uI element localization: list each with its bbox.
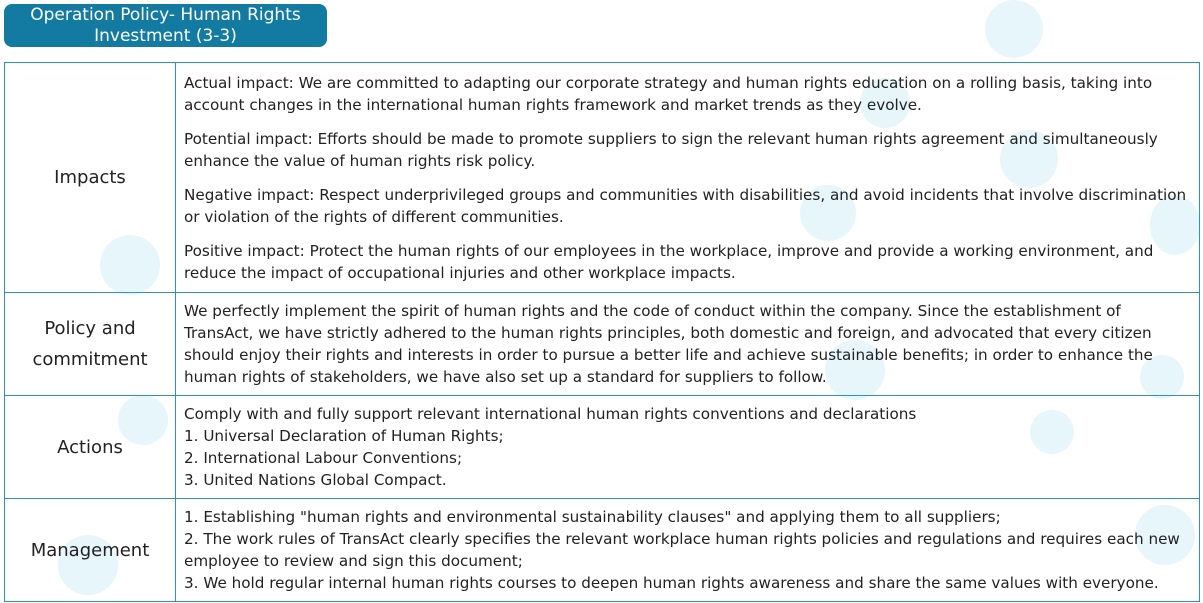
table-row-impacts bbox=[5, 63, 1200, 293]
management-item: 1. Establishing "human rights and environmental sustainability clauses" and applying them to all suppliers; bbox=[184, 508, 1001, 526]
actions-item: 2. International Labour Conventions; bbox=[184, 449, 463, 467]
positive-impact-text: Positive impact: Protect the human rights of our employees in the workplace, improve and provide a working environment, and reduce the impact of occupational injuries and other workplace impacts. bbox=[184, 241, 1154, 282]
policy-text: We perfectly implement the spirit of human rights and the code of conduct within the company. Since the establishment of TransAct, we have strictly adhered to the human rights principles, both domestic and foreign, and advocated that every citizen should enjoy their rights and interests in order to pursue a better life and achieve sustainable benefits; in order to enhance the human rights of stakeholders, we have also set up a standard for suppliers to follow. bbox=[184, 302, 1153, 386]
table-row-management bbox=[5, 499, 1200, 602]
row-label-impacts: Impacts bbox=[5, 63, 176, 293]
row-content-actions bbox=[176, 396, 1200, 499]
actions-item: 1. Universal Declaration of Human Rights; bbox=[184, 427, 504, 445]
actual-impact-text: Actual impact: We are committed to adapting our corporate strategy and human rights education on a rolling basis, taking into account changes in the international human rights framework and market trends as they evolve. bbox=[184, 73, 1153, 114]
row-label-actions: Actions bbox=[5, 396, 176, 499]
management-item: 2. The work rules of TransAct clearly specifies the relevant workplace human rights policies and regulations and requires each new employee to review and sign this document; bbox=[184, 530, 1180, 570]
row-label-policy-line-1: Policy and bbox=[44, 318, 136, 339]
management-item: 3. We hold regular internal human rights courses to deepen human rights awareness and share the same values with everyone. bbox=[184, 574, 1159, 592]
actions-intro: Comply with and fully support relevant international human rights conventions and declarations bbox=[184, 405, 917, 423]
negative-impact-text: Negative impact: Respect underprivileged groups and communities with disabilities, and avoid incidents that involve discrimination or violation of the rights of different communities. bbox=[184, 185, 1187, 226]
page-title-line-2: Investment (3-3) bbox=[94, 26, 237, 46]
table-row-policy bbox=[5, 293, 1200, 396]
row-label-policy bbox=[5, 293, 176, 396]
table-row-actions bbox=[5, 396, 1200, 499]
row-content-policy bbox=[176, 293, 1200, 396]
row-content-management bbox=[176, 499, 1200, 602]
row-label-management: Management bbox=[5, 499, 176, 602]
policy-table bbox=[4, 62, 1200, 602]
row-label-policy-line-2: commitment bbox=[32, 349, 148, 370]
background-decoration bbox=[985, 0, 1043, 58]
page-title-line-1: Operation Policy- Human Rights bbox=[30, 5, 301, 25]
row-content-impacts bbox=[176, 63, 1200, 293]
potential-impact-text: Potential impact: Efforts should be made to promote suppliers to sign the relevant human rights agreement and simultaneously enhance the value of human rights risk policy. bbox=[184, 129, 1158, 170]
page-title bbox=[4, 4, 327, 47]
actions-item: 3. United Nations Global Compact. bbox=[184, 471, 447, 489]
